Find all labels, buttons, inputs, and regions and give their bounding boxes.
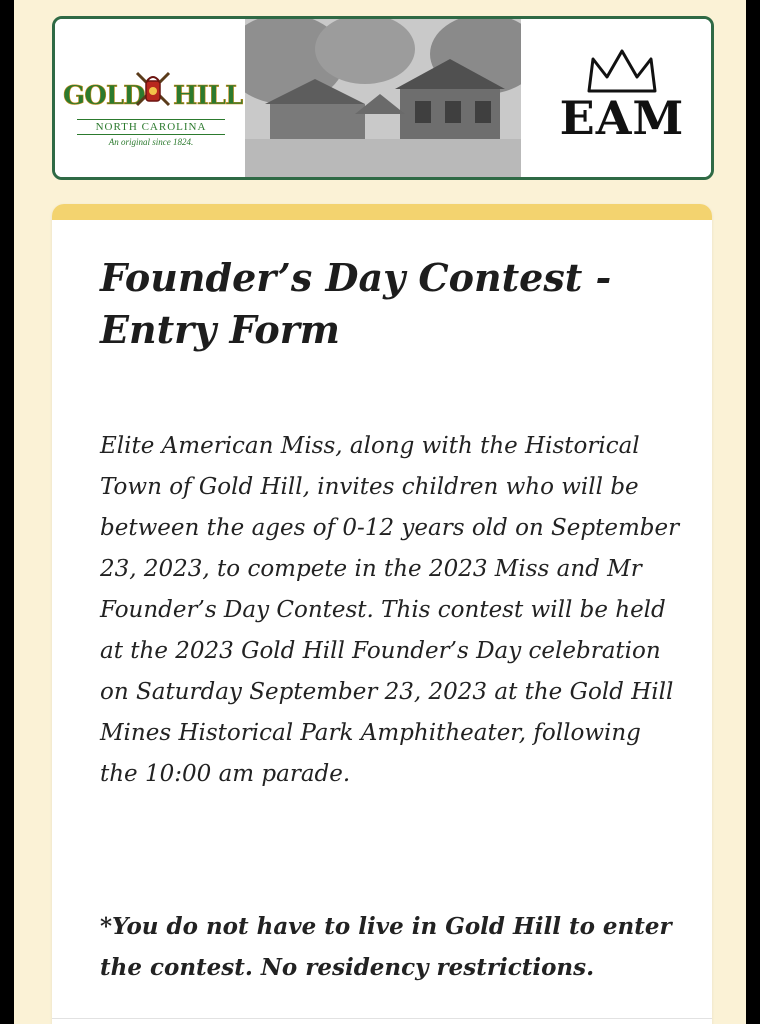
logo-word-hill: HILL <box>173 81 243 111</box>
form-page <box>14 0 746 1024</box>
historic-building-photo <box>245 19 521 177</box>
card-accent-bar <box>52 204 712 220</box>
gold-hill-logo <box>55 19 245 177</box>
lantern-pickaxe-icon <box>131 67 175 111</box>
form-description: Elite American Miss, along with the Historical Town of Gold Hill, invites children who will be between the ages of 0-12 years old on September 23, 2023, to compete in the 2023 Miss and Mr Founder’s Day Contest. This contest will be held at the 2023 Gold Hill Founder’s Day celebration on Saturday September 23, 2023 at the Gold Hill Mines Historical Park Amphitheater, following the 10:00 am parade. <box>100 433 680 787</box>
eam-logo <box>521 19 711 177</box>
eam-wordmark: EAM <box>559 91 685 145</box>
logo-tagline: An original since 1824. <box>108 137 194 147</box>
logo-state: NORTH CAROLINA <box>77 119 225 135</box>
building-scene-image <box>245 19 521 177</box>
form-card <box>52 204 712 1024</box>
crown-icon <box>585 47 659 97</box>
residency-note: *You do not have to live in Gold Hill to enter the contest. No residency restrictions. <box>100 913 672 981</box>
header-banner <box>52 16 714 180</box>
form-title: Founder’s Day Contest - Entry Form <box>100 255 612 352</box>
logo-word-gold: GOLD <box>63 81 145 111</box>
divider <box>52 1018 712 1019</box>
